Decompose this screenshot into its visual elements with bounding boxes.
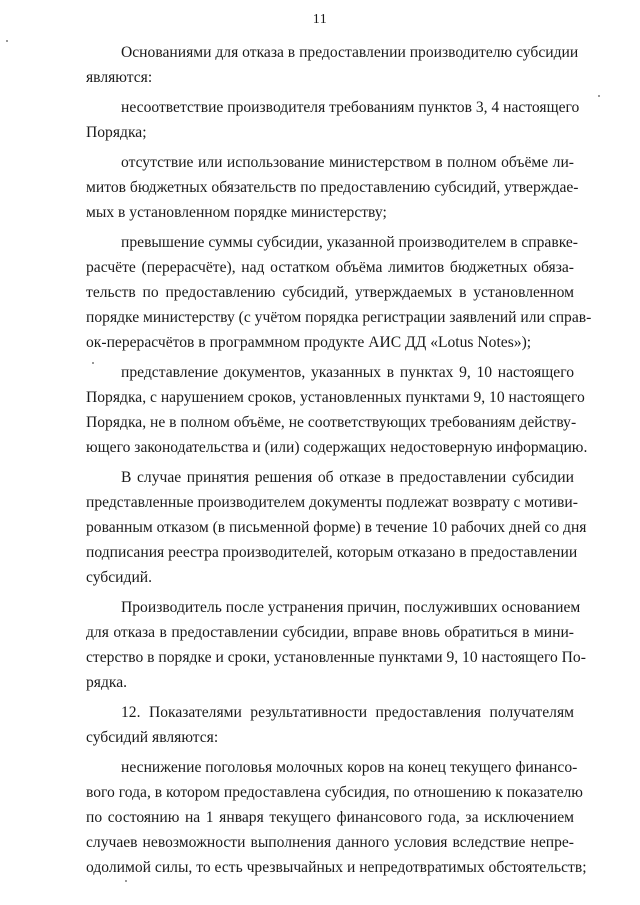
text-line: стерство в порядке и сроки, установленные пунктами 9, 10 настоящего По-	[86, 649, 586, 666]
text-line: ок-перерасчётов в программном продукте АИС ДД «Lotus Notes»);	[86, 334, 532, 351]
text-line: Основаниями для отказа в предоставлении производителю субсидии	[121, 44, 579, 61]
text-line: Порядка, не в полном объёме, не соответствующих требованиям действу-	[86, 414, 577, 431]
text-line: митов бюджетных обязательств по предоставлению субсидий, утверждае-	[86, 179, 579, 196]
paragraph-documents-violations	[86, 360, 588, 460]
text-line: порядке министерству (с учётом порядка регистрации заявлений или справ-	[86, 309, 592, 326]
text-line: для отказа в предоставлении субсидии, вправе вновь обратиться в мини-	[86, 624, 574, 641]
text-line: превышение суммы субсидии, указанной производителем в справке-	[121, 234, 578, 251]
text-line: В случае принятия решения об отказе в предоставлении субсидии	[121, 469, 574, 486]
paragraph-refusal-return	[86, 465, 587, 590]
text-line: отсутствие или использование министерством в полном объёме ли-	[121, 154, 574, 171]
text-line: Порядка;	[86, 124, 147, 141]
text-line: тельств по предоставлению субсидий, утверждаемых в установленном	[86, 284, 574, 301]
text-line: несоответствие производителя требованиям пунктов 3, 4 настоящего	[121, 99, 580, 116]
text-line: рованным отказом (в письменной форме) в течение 10 рабочих дней со дня	[86, 519, 587, 536]
text-line: одолимой силы, то есть чрезвычайных и непредотвратимых обстоятельств;	[86, 859, 587, 876]
scan-speck	[6, 40, 8, 42]
text-line: вого года, в котором предоставлена субсидия, по отношению к показателю	[86, 784, 583, 801]
paragraph-item-12	[86, 700, 574, 750]
text-line: случаев невозможности выполнения данного условия вследствие непре-	[86, 834, 574, 851]
text-line: неснижение поголовья молочных коров на конец текущего финансо-	[121, 759, 578, 776]
text-line: подписания реестра производителей, которым отказано в предоставлении	[86, 544, 578, 561]
paragraph-livestock-indicator	[86, 755, 587, 880]
paragraph-nonconformity	[86, 95, 580, 145]
document-body	[86, 40, 592, 880]
text-line: Порядка, с нарушением сроков, установленных пунктами 9, 10 настоящего	[86, 389, 585, 406]
scan-speck	[125, 880, 127, 882]
page-number: 11	[312, 12, 328, 27]
paragraph-limits-absence	[86, 150, 579, 225]
text-line: представление документов, указанных в пунктах 9, 10 настоящего	[121, 364, 574, 381]
text-line: рядка.	[86, 674, 128, 691]
scan-speck	[92, 362, 94, 364]
paragraph-reapplication	[86, 595, 586, 695]
paragraph-refusal-grounds	[86, 40, 579, 90]
text-line: представленные производителем документы подлежат возврату с мотиви-	[86, 494, 578, 511]
text-line: ющего законодательства и (или) содержащих недостоверную информацию.	[86, 439, 588, 456]
paragraph-amount-excess	[86, 230, 592, 355]
text-line: по состоянию на 1 января текущего финансового года, за исключением	[86, 809, 574, 826]
text-line: субсидий.	[86, 569, 153, 586]
scan-speck	[598, 95, 600, 97]
text-line: являются:	[86, 69, 153, 86]
text-line: Производитель после устранения причин, послуживших основанием	[121, 599, 581, 616]
text-line: мых в установленном порядке министерству;	[86, 204, 387, 221]
text-line: расчёте (перерасчёте), над остатком объёма лимитов бюджетных обяза-	[86, 259, 574, 276]
text-line: субсидий являются:	[86, 729, 219, 746]
text-line: 12. Показателями результативности предоставления получателям	[121, 704, 574, 721]
